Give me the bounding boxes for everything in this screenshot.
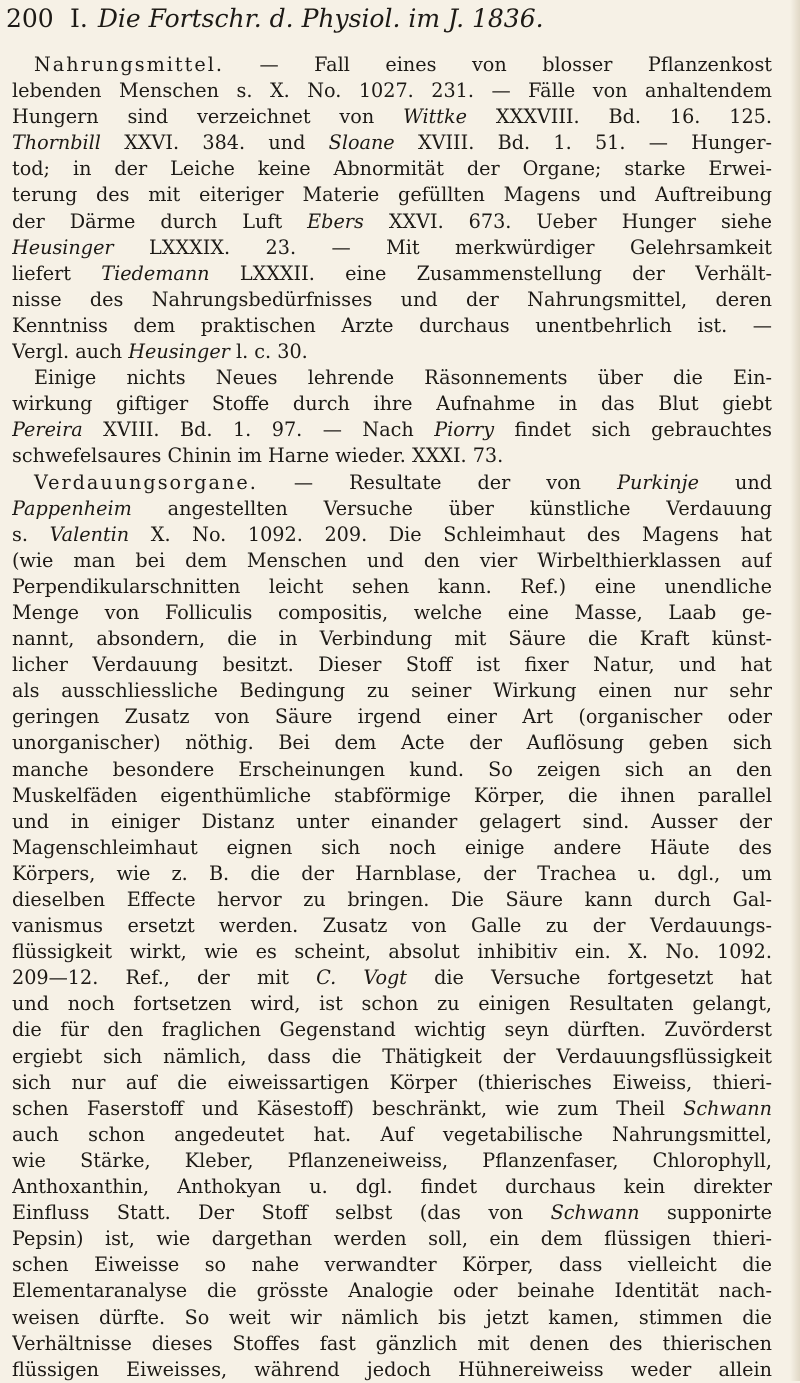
text-line: schen Faserstoff und Käsestoff) beschränkt, wie zum Theil Schwann [12,1096,772,1120]
text-line: Kenntniss dem praktischen Arzte durchaus unentbehrlich ist. — [12,313,772,337]
text-line: der Därme durch Luft Ebers XXVI. 673. Ueber Hunger siehe [12,209,772,233]
text-line: manche besondere Erscheinungen kund. So zeigen sich an den [12,757,772,781]
text-line: Hungern sind verzeichnet von Wittke XXXVIII. Bd. 16. 125. [12,105,772,129]
text-line: licher Verdauung besitzt. Dieser Stoff ist fixer Natur, und hat [12,653,772,677]
text-line: liefert Tiedemann LXXXII. eine Zusammenstellung der Verhält- [12,261,772,285]
text-line: Körpers, wie z. B. die der Harnblase, der Trachea u. dgl., um [12,861,772,885]
text-line: die für den fraglichen Gegenstand wichtig seyn dürften. Zuvörderst [12,1018,772,1042]
text-line: s. Valentin X. No. 1092. 209. Die Schleimhaut des Magens hat [12,522,772,546]
text-line: Magenschleimhaut eignen sich noch einige andere Häute des [12,835,772,859]
body-text [12,52,772,1383]
running-title: Die Fortschr. d. Physiol. im J. 1836. [97,4,544,33]
text-line: Pappenheim angestellten Versuche über künstliche Verdauung [12,496,772,520]
text-line: flüssigen Eiweisses, während jedoch Hühnereiweiss weder allein [12,1357,772,1381]
text-line: wirkung giftiger Stoffe durch ihre Aufnahme in das Blut giebt [12,392,772,416]
text-line: Pereira XVIII. Bd. 1. 97. — Nach Piorry findet sich gebrauchtes [12,418,772,442]
text-line: Verhältnisse dieses Stoffes fast gänzlich mit denen des thierischen [12,1331,772,1355]
text-line: Heusinger LXXXIX. 23. — Mit merkwürdiger Gelehrsamkeit [12,235,772,259]
page-edge-shadow [790,0,800,1381]
text-line: lebenden Menschen s. X. No. 1027. 231. — Fälle von anhaltendem [12,79,772,103]
text-line: 209—12. Ref., der mit C. Vogt die Versuche fortgesetzt hat [12,966,772,990]
text-line: wie Stärke, Kleber, Pflanzeneiweiss, Pflanzenfaser, Chlorophyll, [12,1148,772,1172]
text-line: und noch fortsetzen wird, ist schon zu einigen Resultaten gelangt, [12,992,772,1016]
text-line: schen Eiweisse so nahe verwandter Körper, dass vielleicht die [12,1253,772,1277]
text-line: Einige nichts Neues lehrende Räsonnements über die Ein- [34,366,772,390]
text-line: und in einiger Distanz unter einander gelagert sind. Ausser der [12,809,772,833]
text-line: Elementaranalyse die grösste Analogie oder beinahe Identität nach- [12,1279,772,1303]
section-number: I. [70,4,88,33]
text-line: Vergl. auch Heusinger l. c. 30. [12,340,308,364]
text-line: Muskelfäden eigenthümliche stabförmige Körper, die ihnen parallel [12,783,772,807]
text-line: schwefelsaures Chinin im Harne wieder. XXXI. 73. [12,444,504,468]
text-line: als ausschliessliche Bedingung zu seiner Wirkung einen nur sehr [12,679,772,703]
text-line: geringen Zusatz von Säure irgend einer Art (organischer oder [12,705,772,729]
text-line: dieselben Effecte hervor zu bringen. Die Säure kann durch Gal- [12,888,772,911]
text-line: Anthoxanthin, Anthokyan u. dgl. findet durchaus kein direkter [12,1175,772,1199]
text-line: (wie man bei dem Menschen und den vier Wirbelthierklassen auf [12,548,772,572]
text-line: auch schon angedeutet hat. Auf vegetabilische Nahrungsmittel, [12,1122,772,1146]
text-line: nannt, absondern, die in Verbindung mit Säure die Kraft künst- [12,627,772,651]
text-line: Verdauungsorgane. — Resultate der von Purkinje und [34,470,772,494]
text-line: ergiebt sich nämlich, dass die Thätigkeit der Verdauungsflüssigkeit [12,1044,772,1068]
text-line: sich nur auf die eiweissartigen Körper (thierisches Eiweiss, thieri- [12,1070,772,1094]
text-line: unorganischer) nöthig. Bei dem Acte der Auflösung geben sich [12,731,772,755]
text-line: Perpendikularschnitten leicht sehen kann. Ref.) eine unendliche [12,574,772,598]
text-line: flüssigkeit wirkt, wie es scheint, absolut inhibitiv ein. X. No. 1092. [12,940,772,964]
text-line: terung des mit eiteriger Materie gefüllten Magens und Auftreibung [12,183,772,207]
text-line: Thornbill XXVI. 384. und Sloane XVIII. Bd. 1. 51. — Hunger- [12,131,772,155]
text-line: tod; in der Leiche keine Abnormität der Organe; starke Erwei- [12,157,772,181]
text-line: vanismus ersetzt werden. Zusatz von Galle zu der Verdauungs- [12,914,772,938]
text-line: Einfluss Statt. Der Stoff selbst (das von Schwann supponirte [12,1201,772,1225]
text-line: weisen dürfte. So weit wir nämlich bis jetzt kamen, stimmen die [12,1305,772,1329]
text-line: Nahrungsmittel. — Fall eines von blosser Pflanzenkost [34,53,772,76]
page-number: 200 [6,4,54,33]
running-header [6,4,666,34]
text-line: Pepsin) ist, wie dargethan werden soll, ein dem flüssigen thieri- [12,1227,772,1251]
text-line: nisse des Nahrungsbedürfnisses und der Nahrungsmittel, deren [12,287,772,311]
text-line: Menge von Folliculis compositis, welche eine Masse, Laab ge- [12,600,772,624]
